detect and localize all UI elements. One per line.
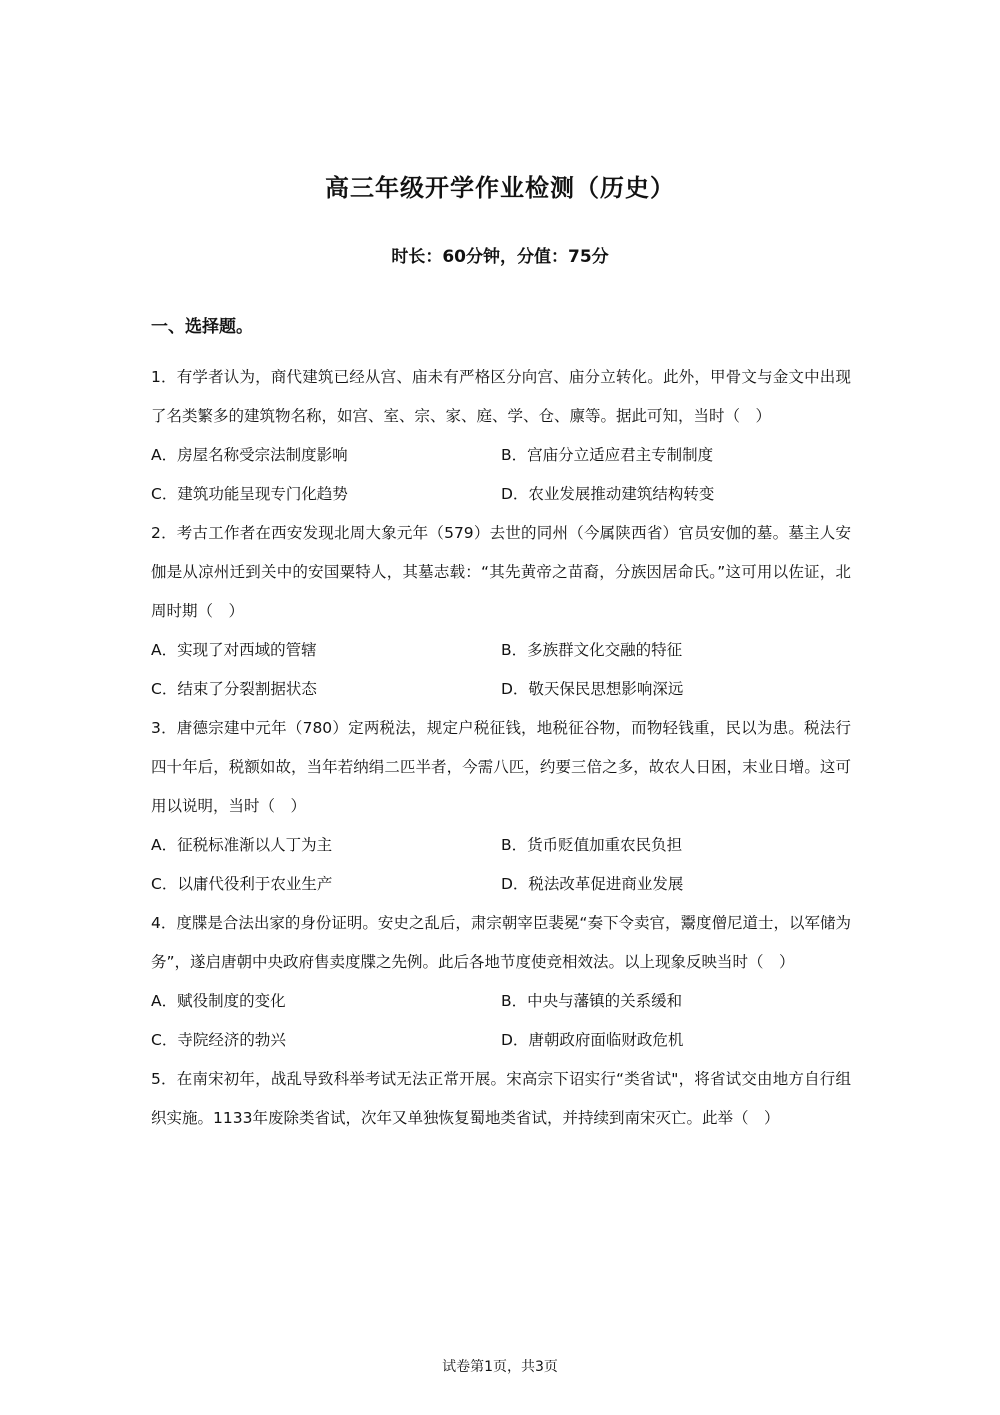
question-4: [151, 904, 851, 1060]
question-2: [151, 514, 851, 709]
option-c: C．寺院经济的勃兴: [151, 1031, 286, 1049]
option-b: B．宫庙分立适应君主专制制度: [501, 446, 714, 464]
option-group: [151, 982, 851, 1060]
section-heading: 一、选择题。: [151, 317, 253, 337]
option-a: A．房屋名称受宗法制度影响: [151, 446, 348, 464]
option-a: A．实现了对西域的管辖: [151, 641, 317, 659]
question-stem: 3．唐德宗建中元年（780）定两税法，规定户税征钱，地税征谷物，而物轻钱重，民以为患。税法行四十年后，税额如故，当年若纳绢二匹半者，今需八匹，约要三倍之多，故农人日困，末业日增。这可用以说明，当时（ ）: [151, 719, 851, 815]
page-title: 高三年级开学作业检测（历史）: [325, 174, 675, 202]
option-b: B．货币贬值加重农民负担: [501, 836, 683, 854]
option-a: A．征税标准渐以人丁为主: [151, 836, 333, 854]
option-group: [151, 436, 851, 514]
question-5: [151, 1060, 851, 1138]
question-3: [151, 709, 851, 904]
option-d: D．农业发展推动建筑结构转变: [501, 485, 715, 503]
question-stem: 1．有学者认为，商代建筑已经从宫、庙未有严格区分向宫、庙分立转化。此外，甲骨文与金文中出现了名类繁多的建筑物名称，如宫、室、宗、家、庭、学、仓、廪等。据此可知，当时（ ）: [151, 368, 851, 425]
question-stem: 2．考古工作者在西安发现北周大象元年（579）去世的同州（今属陕西省）官员安伽的墓。墓主人安伽是从凉州迁到关中的安国粟特人，其墓志载：“其先黄帝之苗裔，分族因居命氏。”这可用以佐证，北周时期（ ）: [151, 524, 851, 620]
option-d: D．唐朝政府面临财政危机: [501, 1031, 684, 1049]
question-list: [151, 358, 851, 1138]
option-a: A．赋役制度的变化: [151, 992, 286, 1010]
option-group: [151, 826, 851, 904]
exam-info: 时长：60分钟，分值：75分: [391, 247, 609, 267]
option-c: C．建筑功能呈现专门化趋势: [151, 485, 348, 503]
question-stem: 5．在南宋初年，战乱导致科举考试无法正常开展。宋高宗下诏实行“类省试"，将省试交由地方自行组织实施。1133年废除类省试，次年又单独恢复蜀地类省试，并持续到南宋灭亡。此举（ ）: [151, 1070, 851, 1127]
option-group: [151, 631, 851, 709]
option-d: D．敬天保民思想影响深远: [501, 680, 684, 698]
question-stem: 4．度牒是合法出家的身份证明。安史之乱后，肃宗朝宰臣裴冕“奏下令卖官，鬻度僧尼道士，以军储为务”，遂启唐朝中央政府售卖度牒之先例。此后各地节度使竞相效法。以上现象反映当时（ ）: [151, 914, 851, 971]
option-b: B．多族群文化交融的特征: [501, 641, 683, 659]
option-b: B．中央与藩镇的关系缓和: [501, 992, 683, 1010]
question-1: [151, 358, 851, 514]
page-footer: 试卷第1页，共3页: [442, 1359, 558, 1375]
option-d: D．税法改革促进商业发展: [501, 875, 684, 893]
option-c: C．结束了分裂割据状态: [151, 680, 317, 698]
option-c: C．以庸代役利于农业生产: [151, 875, 333, 893]
